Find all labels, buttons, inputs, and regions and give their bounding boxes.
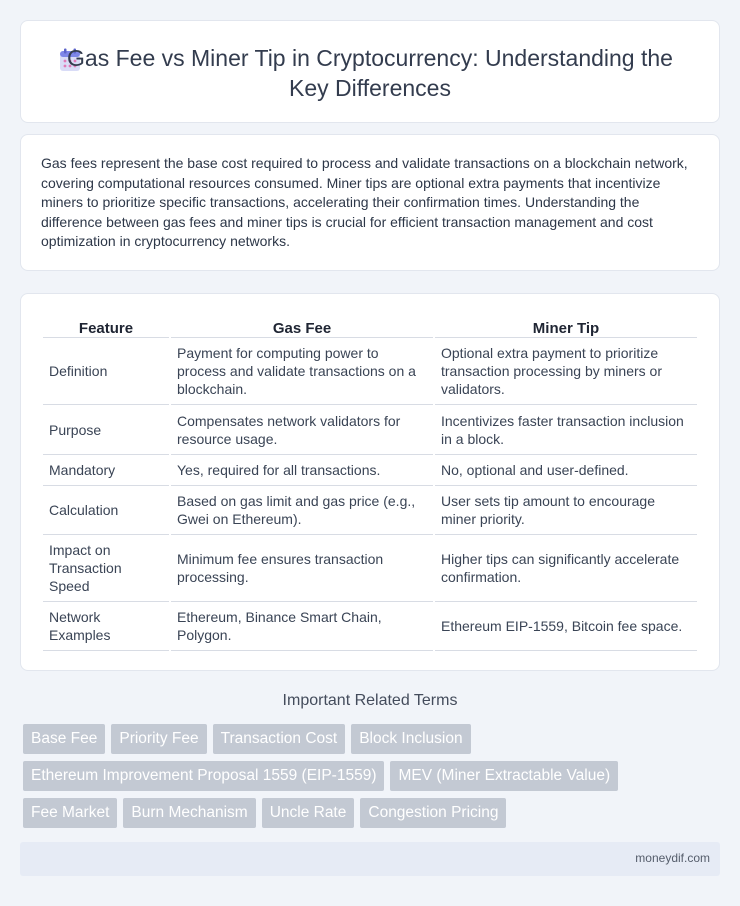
cell-miner-tip: Optional extra payment to prioritize transaction processing by miners or validators.	[435, 338, 697, 405]
header-card	[20, 20, 720, 123]
table-row	[43, 486, 697, 535]
tag-congestion-pricing[interactable]: Congestion Pricing	[360, 798, 506, 828]
page-title: Gas Fee vs Miner Tip in Cryptocurrency: Understanding the Key Differences	[67, 45, 673, 101]
cell-miner-tip: User sets tip amount to encourage miner priority.	[435, 486, 697, 535]
footer	[20, 842, 720, 876]
tag-base-fee[interactable]: Base Fee	[23, 724, 105, 754]
intro-card	[20, 134, 720, 271]
tag-burn-mechanism[interactable]: Burn Mechanism	[123, 798, 255, 828]
tag-block-inclusion[interactable]: Block Inclusion	[351, 724, 470, 754]
related-terms-heading: Important Related Terms	[282, 692, 458, 709]
tag-row	[23, 761, 703, 791]
cell-feature: Network Examples	[43, 602, 169, 651]
table-row	[43, 455, 697, 486]
cell-gas-fee: Based on gas limit and gas price (e.g., Gwei on Ethereum).	[171, 486, 433, 535]
tag-fee-market[interactable]: Fee Market	[23, 798, 117, 828]
header-feature: Feature	[43, 315, 169, 338]
cell-miner-tip: Ethereum EIP-1559, Bitcoin fee space.	[435, 602, 697, 651]
tag-row	[23, 724, 703, 754]
cell-gas-fee: Yes, required for all transactions.	[171, 455, 433, 486]
cell-miner-tip: Incentivizes faster transaction inclusion in a block.	[435, 405, 697, 455]
table-row	[43, 602, 697, 651]
cell-feature: Impact on Transaction Speed	[43, 535, 169, 602]
tag-mev[interactable]: MEV (Miner Extractable Value)	[390, 761, 618, 791]
table-row	[43, 535, 697, 602]
cell-gas-fee: Minimum fee ensures transaction processing.	[171, 535, 433, 602]
cell-feature: Definition	[43, 338, 169, 405]
cell-gas-fee: Compensates network validators for resource usage.	[171, 405, 433, 455]
cell-feature: Calculation	[43, 486, 169, 535]
cell-miner-tip: Higher tips can significantly accelerate confirmation.	[435, 535, 697, 602]
header-gas-fee: Gas Fee	[171, 315, 433, 338]
cell-feature: Mandatory	[43, 455, 169, 486]
cell-gas-fee: Payment for computing power to process and validate transactions on a blockchain.	[171, 338, 433, 405]
tag-priority-fee[interactable]: Priority Fee	[111, 724, 206, 754]
comparison-card	[20, 293, 720, 671]
tag-row	[23, 798, 703, 828]
table-row	[43, 405, 697, 455]
header-miner-tip: Miner Tip	[435, 315, 697, 338]
comparison-table	[41, 315, 699, 651]
tag-eip-1559[interactable]: Ethereum Improvement Proposal 1559 (EIP-1559)	[23, 761, 384, 791]
related-terms-list	[23, 724, 703, 835]
intro-paragraph: Gas fees represent the base cost required to process and validate transactions on a blockchain network, covering computational resources consumed. Miner tips are optional extra payments that incentivize miners to prioritize specific transactions, accelerating their confirmation times. Understanding the difference between gas fees and miner tips is crucial for efficient transaction management and cost optimization in cryptocurrency networks.	[41, 155, 688, 249]
tag-transaction-cost[interactable]: Transaction Cost	[213, 724, 346, 754]
table-row	[43, 338, 697, 405]
footer-site-link[interactable]: moneydif.com	[635, 851, 710, 865]
cell-gas-fee: Ethereum, Binance Smart Chain, Polygon.	[171, 602, 433, 651]
tag-uncle-rate[interactable]: Uncle Rate	[262, 798, 355, 828]
table-header-row	[43, 315, 697, 338]
cell-miner-tip: No, optional and user-defined.	[435, 455, 697, 486]
cell-feature: Purpose	[43, 405, 169, 455]
